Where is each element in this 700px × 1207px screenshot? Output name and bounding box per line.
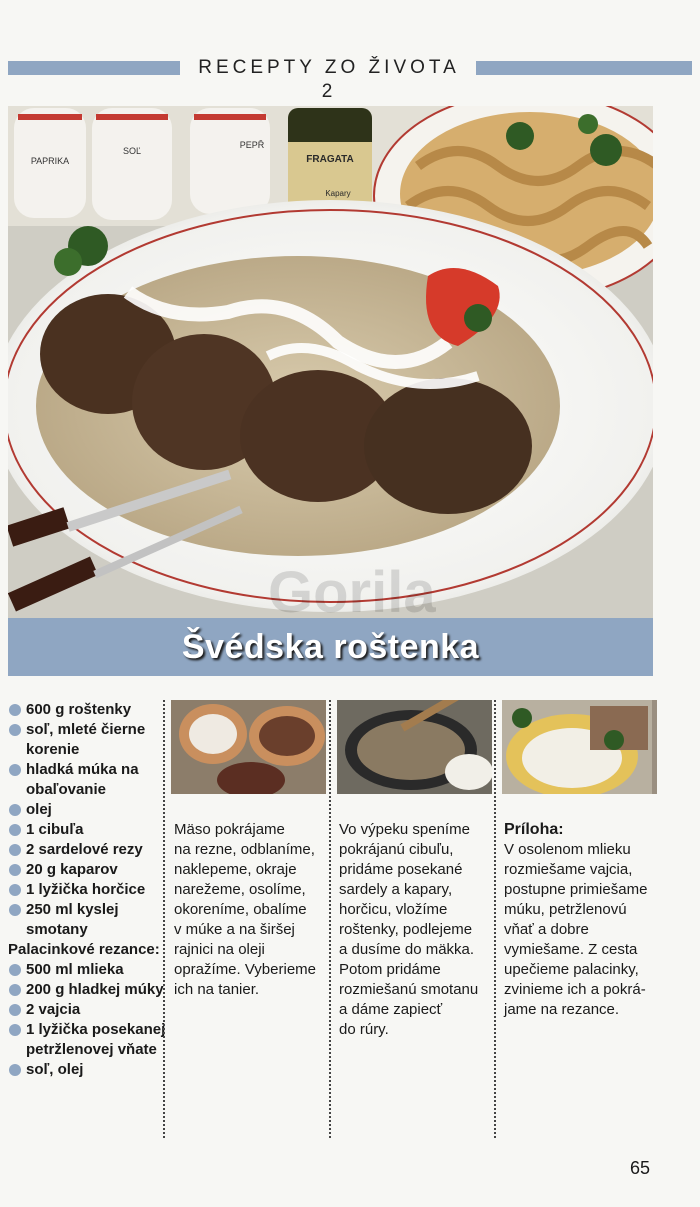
ingredient-item [8,800,168,820]
step-3 [504,820,654,1020]
step-2 [339,820,491,1040]
ingredient-text: 20 g kaparov [26,861,118,878]
bullet-icon [9,1064,21,1076]
watermark: Gorila [268,560,436,618]
title-banner [8,618,653,676]
recipe-photo [8,106,653,618]
step-photo-2 [337,700,492,794]
column-divider [329,700,331,1138]
bullet-icon [9,984,21,996]
ingredient-text: olej [26,801,52,818]
column-divider [494,700,496,1138]
page-header [8,56,692,102]
bullet-icon [9,764,21,776]
shaker-label-pepper: PEPŘ [239,140,265,150]
recipe-title: Švédska roštenka [181,628,480,666]
ingredient-item [8,1000,168,1020]
bullet-icon [9,804,21,816]
bullet-icon [9,1004,21,1016]
ingredient-item [8,980,168,1000]
step-1-text: Mäso pokrájame na rezne, odblaníme, naklepeme, okraje narežeme, osolíme, okoreníme, obalíme v múke a na širšej rajnici na oleji opražíme. Vyberieme ich na tanier. [174,821,317,998]
ingredient-item [8,820,168,840]
ingredient-item [8,1060,168,1080]
column-divider [163,700,165,1138]
ingredient-item [8,860,168,880]
shaker-label-paprika: PAPRIKA [30,156,70,166]
ingredient-item [8,880,168,900]
shaker-label-salt: SOĽ [122,146,142,156]
salt-shaker [92,108,172,220]
ingredient-text: 1 lyžička horčice [26,881,146,898]
ingredient-item [8,1020,168,1060]
jar-label: FRAGATA [306,154,354,165]
step-photo-1 [171,700,326,794]
ingredient-text: 250 ml kyslej smotany [26,901,119,938]
ingredient-item [8,700,168,720]
header-bar-right [476,61,692,75]
header-bar-left [8,61,180,75]
bullet-icon [9,884,21,896]
header-title: RECEPTY ZO ŽIVOTA 2 [198,57,460,102]
pepper-shaker [190,108,270,214]
step-photo-3 [502,700,657,794]
step-3-text: V osolenom mlieku rozmiešame vajcia, postupne primiešame múku, petržlenovú vňať a dobre vymiešame. Z cesta upečieme palacinky, zvinieme ich a pokrá- jame na rezance. [504,841,648,1018]
ingredients-list [8,700,168,1080]
ingredient-item [8,840,168,860]
ingredient-item [8,960,168,980]
ingredient-text: soľ, mleté čierne korenie [26,721,146,758]
ingredient-text: 2 sardelové rezy [26,841,143,858]
ingredient-item [8,900,168,940]
ingredient-item [8,720,168,760]
side-dish-heading: Príloha: [504,821,564,838]
main-plate [8,200,653,612]
ingredient-text: 200 g hladkej múky [26,981,164,998]
bullet-icon [9,844,21,856]
ingredient-text: 600 g roštenky [26,701,132,718]
bullet-icon [9,724,21,736]
bullet-icon [9,824,21,836]
ingredient-item [8,760,168,800]
bullet-icon [9,864,21,876]
ingredient-text: 2 vajcia [26,1001,81,1018]
step-2-text: Vo výpeku speníme pokrájanú cibuľu, pridáme posekané sardely a kapary, horčicu, vložíme roštenky, podlejeme a dusíme do mäkka. Potom pridáme rozmiešanú smotanu a dáme zapiecť do rúry. [339,821,479,1038]
ingredient-text: soľ, olej [26,1061,84,1078]
bullet-icon [9,704,21,716]
paprika-shaker [14,108,86,218]
ingredient-text: 1 lyžička posekanej petržlenovej vňate [26,1021,166,1058]
bullet-icon [9,964,21,976]
ingredient-text: hladká múka na obaľovanie [26,761,139,798]
bullet-icon [9,1024,21,1036]
ingredient-text: 500 ml mlieka [26,961,124,978]
step-1 [174,820,324,1000]
page-number: 65 [630,1158,651,1178]
bullet-icon [9,904,21,916]
jar-sublabel: Kapary [325,189,351,198]
ingredient-text: 1 cibuľa [26,821,84,838]
noodles-subheading: Palacinkové rezance: [8,941,160,958]
